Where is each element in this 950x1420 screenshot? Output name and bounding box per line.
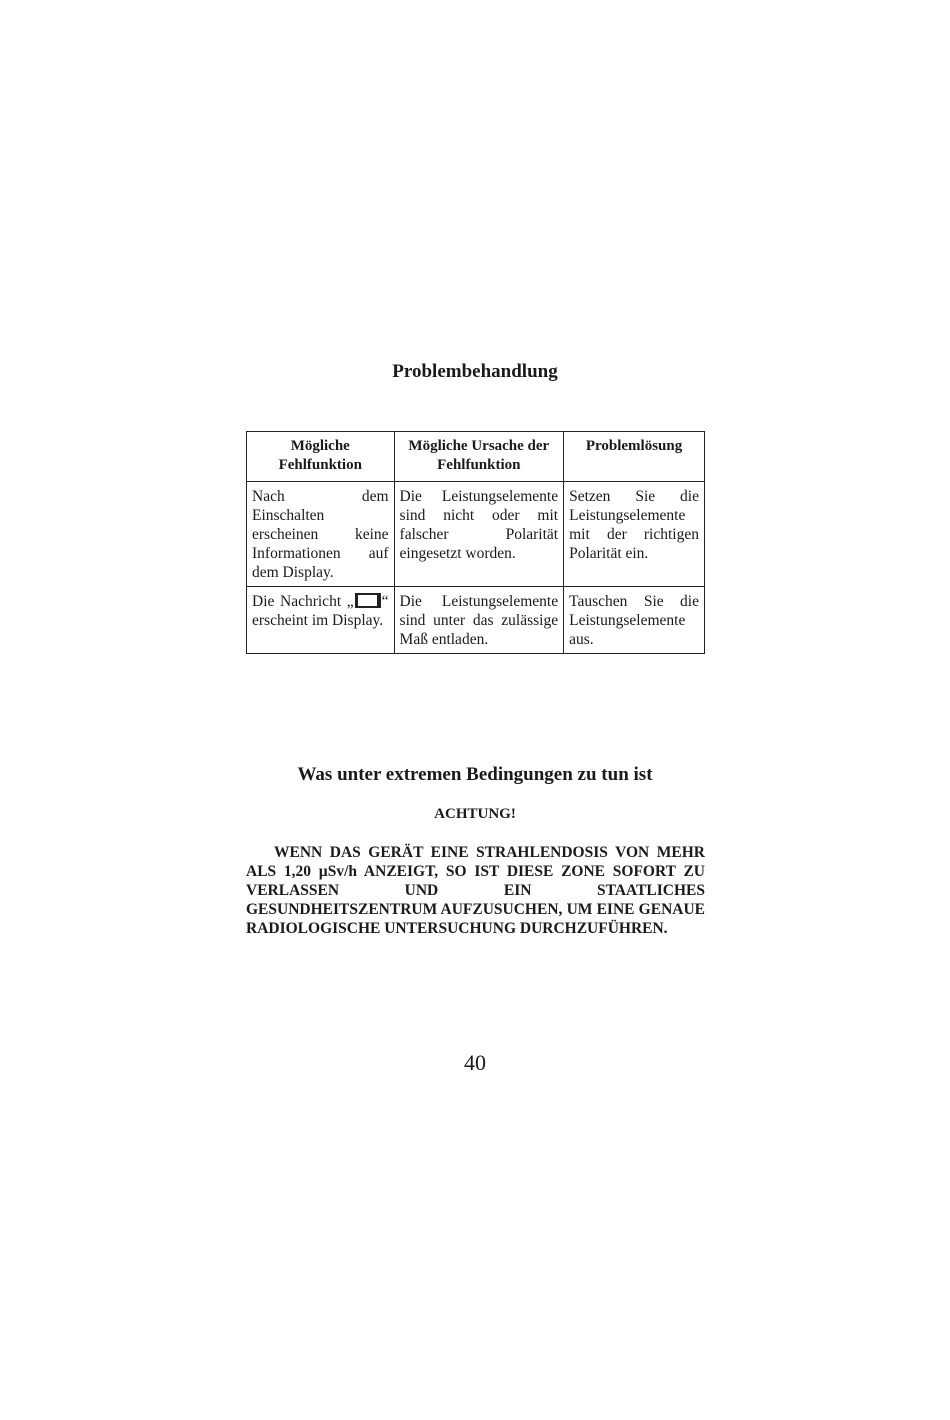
warning-paragraph: WENN DAS GERÄT EINE STRAHLENDOSIS VON MEHR ALS 1,20 µSv/h ANZEIGT, SO IST DIESE ZONE SOFORT ZU VERLASSEN UND EIN STAATLICHES GESUNDHEITSZENTRUM AUFZUSUCHEN, UM EINE GENAUE RADIOLOGISCHE UNTERSUCHUNG DURCHZUFÜHREN. <box>246 844 705 937</box>
message-prefix: Die Nachricht „ <box>252 593 354 610</box>
table-row <box>247 482 705 587</box>
cell-malfunction <box>247 587 395 654</box>
cell-malfunction: Nach dem Einschalten erscheinen keine Informationen auf dem Display. <box>247 482 395 587</box>
cell-cause: Die Leistungselemente sind nicht oder mit falscher Polarität eingesetzt worden. <box>394 482 564 587</box>
extreme-conditions-title: Was unter extremen Bedingungen zu tun ist <box>297 764 653 785</box>
cell-cause: Die Leistungselemente sind unter das zulässige Maß entladen. <box>394 587 564 654</box>
table-row <box>247 587 705 654</box>
header-cause: Mögliche Ursache der Fehlfunktion <box>394 432 564 482</box>
page-number: 40 <box>464 1050 486 1075</box>
section-title: Problembehandlung <box>392 361 558 382</box>
cell-solution: Setzen Sie die Leistungselemente mit der richtigen Polarität ein. <box>564 482 705 587</box>
cell-solution: Tauschen Sie die Leistungselemente aus. <box>564 587 705 654</box>
message-suffix: “ erscheint im Display. <box>252 593 389 629</box>
table-header-row <box>247 432 705 482</box>
troubleshooting-table <box>246 431 705 654</box>
header-solution: Problemlösung <box>564 432 705 482</box>
attention-heading: ACHTUNG! <box>434 806 516 822</box>
header-malfunction: Mögliche Fehlfunktion <box>247 432 395 482</box>
battery-empty-icon <box>355 593 381 608</box>
